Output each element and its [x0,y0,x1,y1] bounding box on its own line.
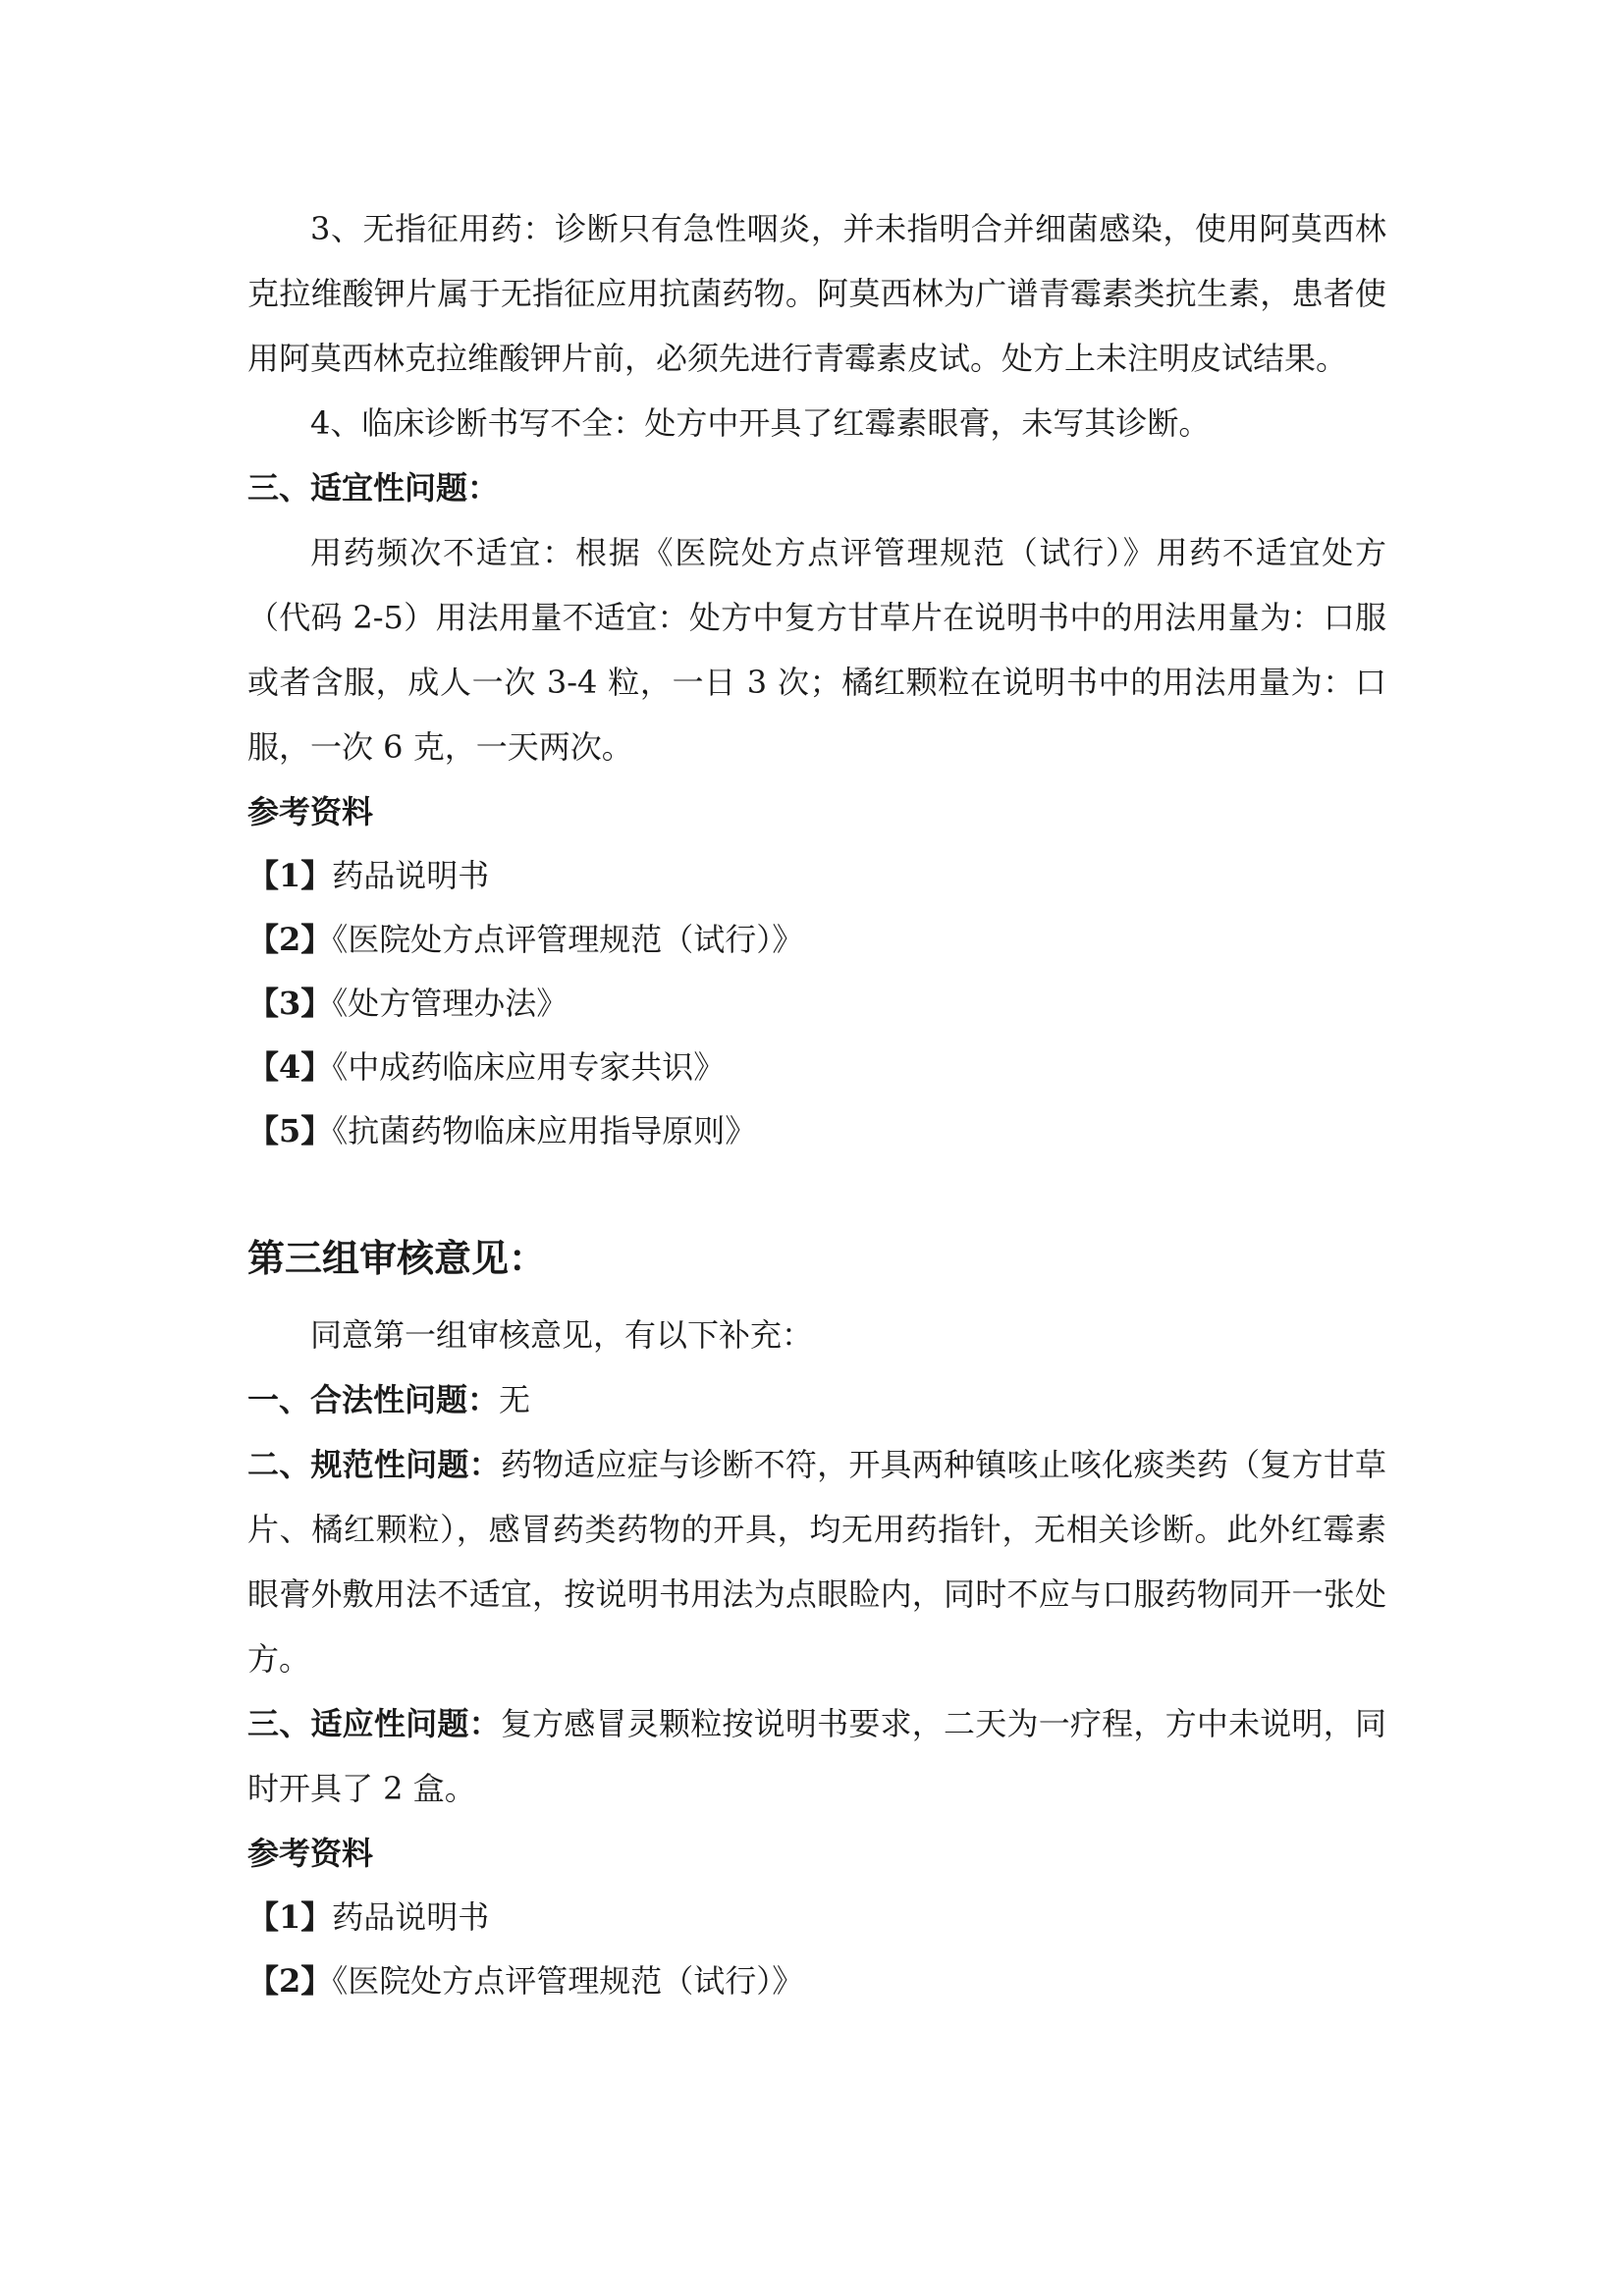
references-list [247,844,1386,1163]
reference-number: 【3】 [247,985,333,1022]
reference-text: 《处方管理办法》 [332,985,568,1022]
legality-label: 一、合法性问题： [247,1381,500,1418]
suitability-paragraph [247,1691,1386,1821]
references-list-2 [247,1886,1386,2013]
suitability-text: 复方感冒灵颗粒按说明书要求，二天为一疗程，方中未说明，同时开具了 2 盒。 [247,1705,1386,1807]
reference-text: 《医院处方点评管理规范（试行）》 [332,1962,804,2000]
reference-item [247,1886,1386,1949]
standardization-paragraph [247,1432,1386,1691]
standardization-label: 二、规范性问题： [247,1446,501,1483]
item-3-paragraph: 3、无指征用药：诊断只有急性咽炎，并未指明合并细菌感染，使用阿莫西林克拉维酸钾片属于无指征应用抗菌药物。阿莫西林为广谱青霉素类抗生素，患者使用阿莫西林克拉维酸钾片前，必须先进行青霉素皮试。处方上未注明皮试结果。 [247,210,1386,377]
section-3-body: 用药频次不适宜：根据《医院处方点评管理规范（试行）》用药不适宜处方（代码 2-5）用法用量不适宜：处方中复方甘草片在说明书中的用法用量为：口服或者含服，成人一次 3-4 粒，一日 3 次；橘红颗粒在说明书中的用法用量为：口服，一次 6 克，一天两次。 [247,534,1386,766]
reference-text: 药品说明书 [332,857,490,894]
legality-paragraph [247,1367,1386,1432]
reference-item [247,1036,1386,1099]
legality-text: 无 [499,1381,531,1418]
group-3-title: 第三组审核意见： [247,1236,547,1280]
suitability-label: 三、适应性问题： [247,1705,501,1742]
reference-item [247,1949,1386,2013]
references-heading-2: 参考资料 [247,1835,374,1872]
standardization-text: 药物适应症与诊断不符，开具两种镇咳止咳化痰类药（复方甘草片、橘红颗粒），感冒药类药物的开具，均无用药指针，无相关诊断。此外红霉素眼膏外敷用法不适宜，按说明书用法为点眼睑内，同时不应与口服药物同开一张处方。 [247,1446,1386,1678]
reference-item [247,972,1386,1036]
reference-text: 《抗菌药物临床应用指导原则》 [332,1112,757,1149]
document-page [247,196,1386,2013]
item-4-paragraph: 4、临床诊断书写不全：处方中开具了红霉素眼膏，未写其诊断。 [310,404,1211,442]
reference-number: 【5】 [247,1112,333,1149]
reference-number: 【2】 [247,1962,333,2000]
reference-text: 《医院处方点评管理规范（试行）》 [332,921,804,958]
reference-item [247,1099,1386,1163]
references-heading: 参考资料 [247,793,374,830]
reference-number: 【4】 [247,1048,333,1086]
reference-number: 【1】 [247,857,333,894]
reference-text: 《中成药临床应用专家共识》 [332,1048,726,1086]
reference-item [247,908,1386,972]
section-3-heading: 三、适宜性问题： [247,469,500,507]
reference-number: 【1】 [247,1898,333,1936]
reference-item [247,844,1386,908]
reference-number: 【2】 [247,921,333,958]
reference-text: 药品说明书 [332,1898,490,1936]
group-3-intro: 同意第一组审核意见，有以下补充： [310,1316,814,1354]
